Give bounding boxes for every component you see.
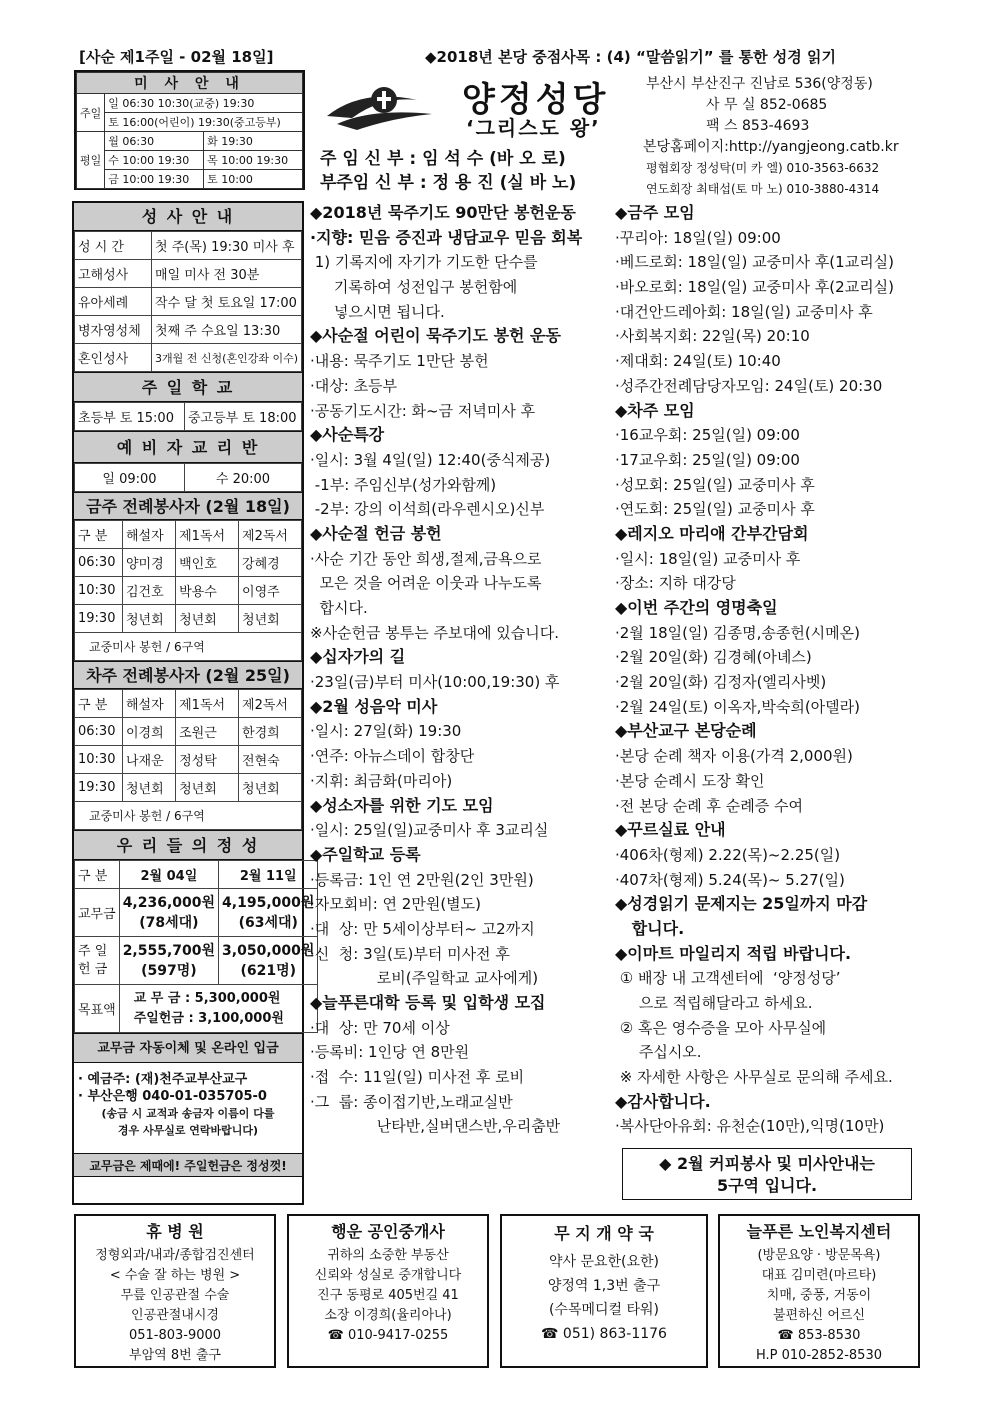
contact-info bbox=[643, 74, 899, 200]
ad-line: 무릎 인공관절 수술 bbox=[120, 1288, 230, 1303]
notice-line: ·대 상: 만 5세이상부터~ 고2까지 bbox=[310, 919, 535, 938]
cell: 해설자 bbox=[123, 690, 176, 718]
notice-line: ·16교우회: 25일(일) 09:00 bbox=[615, 426, 800, 445]
notice-heading: ◆레지오 마리애 간부간담회 bbox=[615, 523, 809, 543]
mass-title: 미 사 안 내 bbox=[77, 73, 303, 94]
notice-line: ·2월 24일(토) 이옥자,박숙희(아델라) bbox=[615, 697, 860, 716]
notice-line: 주십시오. bbox=[615, 1043, 702, 1062]
cell: 한경희 bbox=[239, 718, 302, 746]
bank-info bbox=[74, 1063, 302, 1153]
notice-heading: ·지향: 믿음 증진과 냉담교우 믿음 회복 bbox=[310, 227, 583, 247]
notice-line: ·사순 기간 동안 희생,절제,금욕으로 bbox=[310, 549, 542, 568]
notice-line: ·꾸리아: 18일(일) 09:00 bbox=[615, 228, 781, 247]
ad-line: 051-803-9000 bbox=[128, 1328, 222, 1343]
cell: 수 20:00 bbox=[185, 464, 302, 492]
ad-line: 소장 이경희(율리아나) bbox=[324, 1308, 452, 1323]
ad-line: 약사 문요한(요한) bbox=[548, 1254, 660, 1270]
notice-line: ·사회복지회: 22일(목) 20:10 bbox=[615, 327, 810, 346]
cell: 2,555,700원 bbox=[122, 942, 216, 959]
notice-line: ·공동기도시간: 화~금 저녁미사 후 bbox=[310, 401, 536, 420]
ad-title: 늘푸른 노인복지센터 bbox=[746, 1222, 892, 1241]
cell: 10:30 bbox=[75, 746, 123, 774]
notice-line: ·2월 18일(일) 김종명,송종헌(시메온) bbox=[615, 623, 860, 642]
cell: (63세대) bbox=[238, 914, 298, 931]
ad-line: 치매, 중풍, 거동이 bbox=[766, 1288, 872, 1303]
funeral-chair: 연도회장 최태섭(토 마 노) 010-3880-4314 bbox=[646, 182, 880, 196]
ad-line: 불편하신 어르신 bbox=[772, 1308, 866, 1323]
ad-line: ☎ 051) 863-1176 bbox=[541, 1326, 667, 1342]
notice-line: ·17교우회: 25일(일) 09:00 bbox=[615, 450, 800, 469]
notice-line: ·그 룹: 종이접기반,노래교실반 bbox=[310, 1092, 513, 1111]
notice-line: ·연도회: 25일(일) 교중미사 후 bbox=[615, 500, 815, 519]
cell: 제2독서 bbox=[239, 521, 302, 549]
cell: 구 분 bbox=[75, 521, 123, 549]
notice-heading: ◆사순절 어린이 묵주기도 봉헌 운동 bbox=[310, 326, 561, 346]
notice-line: ·자모회비: 연 2만원(별도) bbox=[310, 895, 482, 914]
cell: 19:30 bbox=[75, 605, 123, 633]
servers-next-week-table bbox=[74, 689, 302, 830]
saturday-row: 토 16:00(어린이) 19:30(중고등부) bbox=[105, 113, 303, 132]
cell: 10:30 bbox=[75, 577, 123, 605]
cell: 2월 04일 bbox=[119, 861, 218, 889]
ad-title: 행운 공인중개사 bbox=[331, 1222, 445, 1241]
cell: 작수 달 첫 토요일 17:00 bbox=[152, 288, 302, 316]
cell: 첫 주(목) 19:30 미사 후 bbox=[152, 232, 302, 260]
notice-heading: ◆차주 모임 bbox=[615, 400, 695, 420]
notice-line: ① 배장 내 고객센터에 ‘양정성당’ bbox=[615, 969, 841, 988]
cell: 구 분 bbox=[75, 690, 123, 718]
sunday-row: 일 06:30 10:30(교중) 19:30 bbox=[105, 94, 303, 113]
issue-date: [사순 제1주일 - 02월 18일] bbox=[79, 48, 274, 66]
notice-heading: ◆이마트 마일리지 적립 바랍니다. bbox=[615, 943, 852, 963]
notice-line: 으로 적립해달라고 하세요. bbox=[615, 994, 813, 1012]
cell: 목표액 bbox=[75, 985, 120, 1033]
notice-heading: ◆사순특강 bbox=[310, 425, 385, 445]
cell: 나재운 bbox=[123, 746, 176, 774]
notice-line: ·등록금: 1인 연 2만원(2인 3만원) bbox=[310, 870, 534, 889]
servers-this-week-title: 금주 전례봉사자 (2월 18일) bbox=[74, 492, 302, 520]
notice-line: ·신 청: 3일(토)부터 미사전 후 bbox=[310, 944, 510, 963]
assistant-pastor: 부주임 신 부 : 정 용 진 (실 바 노) bbox=[320, 173, 577, 193]
cell: 청년회 bbox=[239, 605, 302, 633]
cell: 교 무 금 : 5,300,000원 bbox=[133, 990, 281, 1006]
notice-line: ② 혹은 영수증을 모아 사무실에 bbox=[615, 1018, 827, 1037]
ad-senior-center bbox=[718, 1214, 920, 1368]
notice-line: ·연주: 아뉴스데이 합창단 bbox=[310, 747, 475, 766]
notice-line: ·지휘: 최금화(마리아) bbox=[310, 771, 453, 790]
sunday-school-title: 주 일 학 교 bbox=[74, 372, 302, 402]
notice-heading: ◆감사합니다. bbox=[615, 1091, 711, 1111]
notice-line: ·대 상: 만 70세 이상 bbox=[310, 1018, 450, 1037]
offering-table bbox=[74, 860, 318, 1033]
bank-footer: 교무금은 제때에! 주일헌금은 정성껏! bbox=[74, 1153, 302, 1177]
notice-heading: ◆이번 주간의 영명축일 bbox=[615, 598, 778, 617]
cell: 제1독서 bbox=[176, 521, 239, 549]
notice-line: ·23일(금)부터 미사(10:00,19:30) 후 bbox=[310, 673, 560, 692]
cell: 구 분 bbox=[75, 861, 120, 889]
notice-line: ·접 수: 11일(일) 미사전 후 로비 bbox=[310, 1068, 525, 1087]
mass-cell: 수 10:00 19:30 bbox=[105, 151, 204, 170]
notice-line: ·성주간전례담당자모임: 24일(토) 20:30 bbox=[615, 376, 883, 395]
offering-title: 우 리 들 의 정 성 bbox=[74, 830, 302, 860]
notice-line: ·406차(형제) 2.22(목)~2.25(일) bbox=[615, 845, 841, 864]
cell: 전현숙 bbox=[239, 746, 302, 774]
cell: 청년회 bbox=[123, 774, 176, 802]
cell: 06:30 bbox=[75, 549, 123, 577]
notice-line: ·대건안드레아회: 18일(일) 교중미사 후 bbox=[615, 302, 873, 321]
cell: 19:30 bbox=[75, 774, 123, 802]
mass-cell: 금 10:00 19:30 bbox=[105, 170, 204, 189]
left-sidebar bbox=[72, 201, 315, 1205]
cell: 양미경 bbox=[123, 549, 176, 577]
parish-name: 양정성당 bbox=[462, 80, 610, 120]
cell: 4,195,000원 bbox=[222, 894, 315, 911]
notice-heading: ◆성소자를 위한 기도 모임 bbox=[310, 795, 494, 815]
notice-line: ·일시: 25일(일)교중미사 후 3교리실 bbox=[310, 821, 549, 840]
cell: 정성탁 bbox=[176, 746, 239, 774]
notice-heading: ◆2월 성음악 미사 bbox=[310, 696, 438, 716]
notice-line: -2부: 강의 이석희(라우렌시오)신부 bbox=[310, 500, 545, 519]
cell: 청년회 bbox=[176, 774, 239, 802]
ad-line: 정형외과/내과/종합검진센터 bbox=[95, 1248, 255, 1263]
cell: 매일 미사 전 30분 bbox=[152, 260, 302, 288]
notice-line: ·베드로회: 18일(일) 교중미사 후(1교리실) bbox=[615, 253, 895, 272]
bank-title: 교무금 자동이체 및 온라인 입금 bbox=[74, 1033, 302, 1063]
ad-line: (방문요양 · 방문목욕) bbox=[757, 1248, 881, 1263]
header-bar bbox=[75, 46, 919, 68]
mass-cell: 월 06:30 bbox=[105, 132, 204, 151]
cell: 병자영성체 bbox=[75, 316, 152, 344]
notice-line: ·전 본당 순례 후 순례증 수여 bbox=[615, 796, 803, 815]
notice-heading: ◆2018년 묵주기도 90만단 봉헌운동 bbox=[310, 203, 576, 222]
cell: 제1독서 bbox=[176, 690, 239, 718]
cell: 교중미사 봉헌 / 6구역 bbox=[75, 633, 302, 661]
coffee-line2: 5구역 입니다. bbox=[716, 1176, 818, 1195]
pastoral-theme: ◆2018년 본당 중점사목 : (4) “말씀읽기” 를 통한 성경 읽기 bbox=[425, 48, 836, 66]
ad-line: 진구 동평로 405번길 41 bbox=[317, 1288, 459, 1303]
ad-line: H.P 010-2852-8530 bbox=[755, 1348, 882, 1363]
account-number: · 부산은행 040-01-035705-0 bbox=[78, 1089, 267, 1104]
address: 부산시 부산진구 진남로 536(양정동) bbox=[646, 76, 873, 92]
cell: 3개월 전 신청(혼인강좌 이수) bbox=[152, 344, 302, 372]
notice-heading: ◆성경읽기 문제지는 25일까지 마감 bbox=[615, 894, 868, 914]
website-link[interactable]: 본당홈페이지:http://yangjeong.catb.kr bbox=[643, 139, 899, 155]
ad-hospital bbox=[74, 1214, 276, 1368]
cell: 강혜경 bbox=[239, 549, 302, 577]
ad-line: (수목메디컬 타워) bbox=[548, 1302, 660, 1318]
notices-right bbox=[615, 201, 920, 1205]
coffee-line1: ◆ 2월 커피봉사 및 미사안내는 bbox=[659, 1154, 875, 1173]
priests bbox=[320, 147, 576, 195]
cell: 유아세례 bbox=[75, 288, 152, 316]
cell: 성 시 간 bbox=[75, 232, 152, 260]
cell: 제2독서 bbox=[239, 690, 302, 718]
cell: 청년회 bbox=[123, 605, 176, 633]
mass-cell: 토 10:00 bbox=[204, 170, 303, 189]
ad-title: 무 지 개 약 국 bbox=[554, 1224, 654, 1243]
sacrament-title: 성 사 안 내 bbox=[74, 203, 302, 231]
catechumen-title: 예 비 자 교 리 반 bbox=[74, 431, 302, 463]
ad-line: 귀하의 소중한 부동산 bbox=[327, 1248, 449, 1263]
notice-line: ·바오로회: 18일(일) 교중미사 후(2교리실) bbox=[615, 278, 895, 297]
servers-next-week-title: 차주 전례봉사자 (2월 25일) bbox=[74, 661, 302, 689]
cell: 2월 11일 bbox=[219, 861, 318, 889]
cell: 일 09:00 bbox=[75, 464, 185, 492]
notice-heading: ◆사순절 헌금 봉헌 bbox=[310, 523, 442, 543]
notice-line: ·등록비: 1인당 연 8만원 bbox=[310, 1043, 470, 1062]
weekday-label: 평일 bbox=[77, 132, 105, 189]
servers-this-week-table bbox=[74, 520, 302, 661]
notice-line: ·본당 순례 책자 이용(가격 2,000원) bbox=[615, 747, 853, 766]
cell: 김건호 bbox=[123, 577, 176, 605]
cell: 교중미사 봉헌 / 6구역 bbox=[75, 802, 302, 830]
cell: 백인호 bbox=[176, 549, 239, 577]
notice-line: 1) 기록지에 자기가 기도한 단수를 bbox=[310, 253, 538, 272]
note: (송금 시 교적과 송금자 이름이 다를 bbox=[101, 1107, 275, 1120]
ad-line: 인공관절내시경 bbox=[131, 1308, 219, 1323]
cell: 첫째 주 수요일 13:30 bbox=[152, 316, 302, 344]
notice-heading: ◆금주 모임 bbox=[615, 203, 695, 222]
parish-subtitle: ‘그리스도 왕’ bbox=[466, 116, 601, 140]
notice-line: 기록하여 성전입구 봉헌함에 bbox=[310, 278, 518, 297]
cell: 4,236,000원 bbox=[122, 894, 216, 911]
ad-title: 휴 병 원 bbox=[146, 1222, 204, 1241]
notice-line: 로비(주일학교 교사에게) bbox=[310, 969, 539, 988]
notice-line: ·본당 순례시 도장 확인 bbox=[615, 771, 765, 790]
notice-line: 합시다. bbox=[310, 599, 368, 617]
ad-line: ☎ 010-9417-0255 bbox=[327, 1328, 449, 1343]
ad-line: 부암역 8번 출구 bbox=[129, 1348, 221, 1363]
cell: 3,050,000원 bbox=[222, 942, 315, 959]
cell: 주일헌금 : 3,100,000원 bbox=[133, 1010, 284, 1026]
notice-line: ·제대회: 24일(토) 10:40 bbox=[615, 352, 781, 371]
pastor: 주 임 신 부 : 임 석 수 (바 오 로) bbox=[320, 149, 566, 169]
ad-pharmacy bbox=[500, 1214, 708, 1368]
notice-heading: ◆부산교구 본당순례 bbox=[615, 721, 757, 741]
cell: 혼인성사 bbox=[75, 344, 152, 372]
cell: 이영주 bbox=[239, 577, 302, 605]
cell: 주 일 헌 금 bbox=[75, 937, 120, 985]
cell: 박용수 bbox=[176, 577, 239, 605]
notice-line: ·대상: 초등부 bbox=[310, 376, 398, 395]
office-phone: 사 무 실 852-0685 bbox=[706, 97, 828, 113]
notice-line: ·복사단아유회: 유천순(10만),익명(10만) bbox=[615, 1117, 885, 1136]
notice-line: 넣으시면 됩니다. bbox=[310, 302, 445, 321]
sunday-label: 주일 bbox=[77, 94, 105, 132]
fax: 팩 스 853-4693 bbox=[706, 118, 810, 134]
ad-realty bbox=[287, 1214, 489, 1368]
cell: 이경희 bbox=[123, 718, 176, 746]
mass-schedule bbox=[74, 70, 305, 190]
notice-line: 난타반,실버댄스반,우리춤반 bbox=[310, 1117, 561, 1136]
cell: 교무금 bbox=[75, 889, 120, 937]
notice-line: ·성모회: 25일(일) 교중미사 후 bbox=[615, 475, 815, 494]
cell: 조원근 bbox=[176, 718, 239, 746]
notice-line: ·일시: 27일(화) 19:30 bbox=[310, 722, 462, 741]
notice-heading: ◆십자가의 길 bbox=[310, 647, 406, 667]
notice-line: ·2월 20일(화) 김정자(엘리사벳) bbox=[615, 673, 827, 692]
notice-heading: ◆늘푸른대학 등록 및 입학생 모집 bbox=[310, 993, 546, 1012]
notice-line: ※ 자세한 사항은 사무실로 문의해 주세요. bbox=[615, 1068, 893, 1087]
account-holder: · 예금주: (재)천주교부산교구 bbox=[78, 1072, 248, 1087]
mass-cell: 화 19:30 bbox=[204, 132, 303, 151]
notice-heading: 합니다. bbox=[615, 918, 685, 938]
notice-line: ·2월 20일(화) 김경혜(아녜스) bbox=[615, 648, 812, 667]
ad-line: ☎ 853-8530 bbox=[777, 1328, 861, 1343]
cell: 중고등부 토 18:00 bbox=[185, 403, 302, 431]
cell: 청년회 bbox=[239, 774, 302, 802]
ad-line: 신뢰와 성실로 중개합니다 bbox=[314, 1268, 462, 1283]
notices-middle bbox=[310, 201, 615, 1205]
ad-line: 양정역 1,3번 출구 bbox=[547, 1278, 661, 1294]
note: 경우 사무실로 연락바랍니다) bbox=[117, 1124, 259, 1137]
notice-line: ·일시: 3월 4일(일) 12:40(중식제공) bbox=[310, 450, 551, 469]
notice-line: ·내용: 묵주기도 1만단 봉헌 bbox=[310, 352, 489, 371]
cell: 06:30 bbox=[75, 718, 123, 746]
ad-line: 대표 김미련(마르타) bbox=[761, 1268, 877, 1283]
sacrament-table bbox=[74, 231, 302, 372]
cell: 고해성사 bbox=[75, 260, 152, 288]
cell: (621명) bbox=[240, 962, 296, 979]
notice-line: 모은 것을 어려운 이웃과 나누도록 bbox=[310, 574, 542, 593]
notice-line: ·407차(형제) 5.24(목)~ 5.27(일) bbox=[615, 870, 845, 889]
notice-line: ※사순헌금 봉투는 주보대에 있습니다. bbox=[310, 623, 559, 642]
ad-line: < 수술 잘 하는 병원 > bbox=[109, 1268, 241, 1283]
notice-line: ·장소: 지하 대강당 bbox=[615, 574, 736, 593]
notice-heading: ◆꾸르실료 안내 bbox=[615, 820, 726, 840]
cell: 초등부 토 15:00 bbox=[75, 403, 185, 431]
mass-cell: 목 10:00 19:30 bbox=[204, 151, 303, 170]
cell: 해설자 bbox=[123, 521, 176, 549]
coffee-notice bbox=[622, 1148, 912, 1200]
parish-logo-icon bbox=[322, 78, 442, 138]
notice-line: ·일시: 18일(일) 교중미사 후 bbox=[615, 549, 801, 568]
cell: (78세대) bbox=[139, 914, 199, 931]
notice-heading: ◆주일학교 등록 bbox=[310, 844, 421, 864]
cell: (597명) bbox=[141, 962, 197, 979]
cell: 청년회 bbox=[176, 605, 239, 633]
notice-line: -1부: 주임신부(성가와함께) bbox=[310, 475, 497, 494]
council-chair: 평협회장 정성탁(미 카 엘) 010-3563-6632 bbox=[646, 161, 880, 175]
